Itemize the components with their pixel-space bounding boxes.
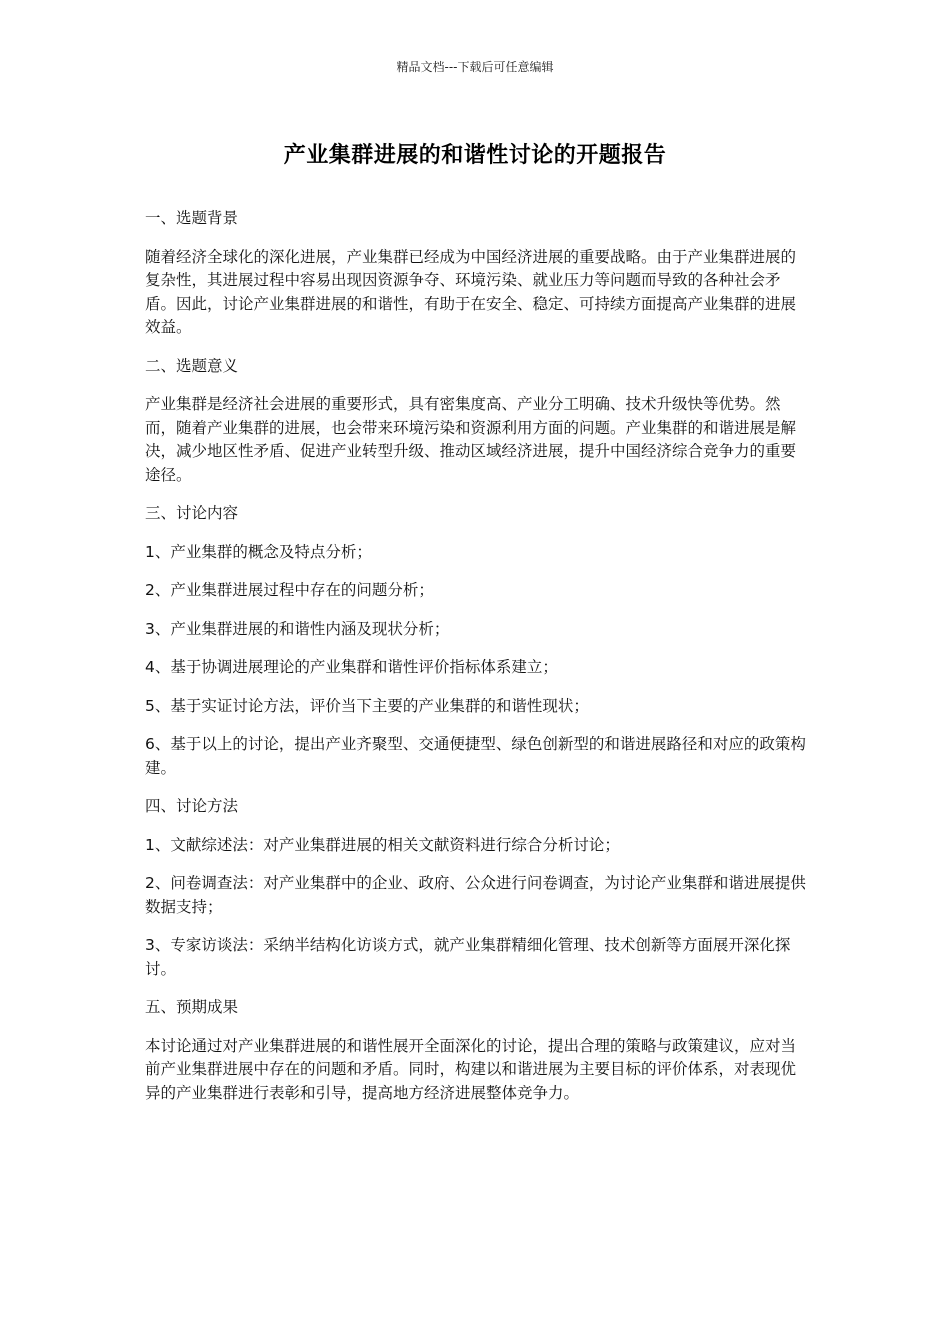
section-heading-significance: 二、选题意义 xyxy=(145,356,239,375)
page-header: 精品文档---下载后可任意编辑 xyxy=(396,60,554,74)
list-item-content-4: 4、基于协调进展理论的产业集群和谐性评价指标体系建立； xyxy=(145,658,558,676)
list-item-content-2: 2、产业集群进展过程中存在的问题分析； xyxy=(145,581,434,599)
list-item-content-6: 6、基于以上的讨论，提出产业齐聚型、交通便捷型、绿色创新型的和谐进展路径和对应的政策构建。 xyxy=(145,735,806,777)
section-heading-background: 一、选题背景 xyxy=(145,209,239,227)
list-item-content-3: 3、产业集群进展的和谐性内涵及现状分析； xyxy=(145,619,450,638)
list-item-content-1: 1、产业集群的概念及特点分析； xyxy=(145,542,372,561)
document-title: 产业集群进展的和谐性讨论的开题报告 xyxy=(283,143,667,168)
list-item-method-3: 3、专家访谈法：采纳半结构化访谈方式，就产业集群精细化管理、技术创新等方面展开深化探讨。 xyxy=(145,936,791,978)
section-heading-content: 三、讨论内容 xyxy=(145,504,239,522)
list-item-method-2: 2、问卷调查法：对产业集群中的企业、政府、公众进行问卷调查，为讨论产业集群和谐进展提供数据支持； xyxy=(145,874,806,916)
paragraph-outcomes: 本讨论通过对产业集群进展的和谐性展开全面深化的讨论，提出合理的策略与政策建议，应对当前产业集群进展中存在的问题和矛盾。同时，构建以和谐进展为主要目标的评价体系，对表现优异的产业集群进行表彰和引导，提高地方经济进展整体竞争力。 xyxy=(145,1036,797,1102)
list-item-method-1: 1、文献综述法：对产业集群进展的相关文献资料进行综合分析讨论； xyxy=(145,835,620,854)
paragraph-significance: 产业集群是经济社会进展的重要形式，具有密集度高、产业分工明确、技术升级快等优势。然而，随着产业集群的进展，也会带来环境污染和资源利用方面的问题。产业集群的和谐进展是解决，减少地区性矛盾、促进产业转型升级、推动区域经济进展，提升中国经济综合竞争力的重要途径。 xyxy=(145,395,797,484)
list-item-content-5: 5、基于实证讨论方法，评价当下主要的产业集群的和谐性现状； xyxy=(145,696,589,715)
section-heading-outcomes: 五、预期成果 xyxy=(145,998,239,1016)
document-body xyxy=(145,207,807,1120)
section-heading-methods: 四、讨论方法 xyxy=(145,797,239,815)
paragraph-background: 随着经济全球化的深化进展，产业集群已经成为中国经济进展的重要战略。由于产业集群进展的复杂性，其进展过程中容易出现因资源争夺、环境污染、就业压力等问题而导致的各种社会矛盾。因此，讨论产业集群进展的和谐性，有助于在安全、稳定、可持续方面提高产业集群的进展效益。 xyxy=(145,247,797,336)
